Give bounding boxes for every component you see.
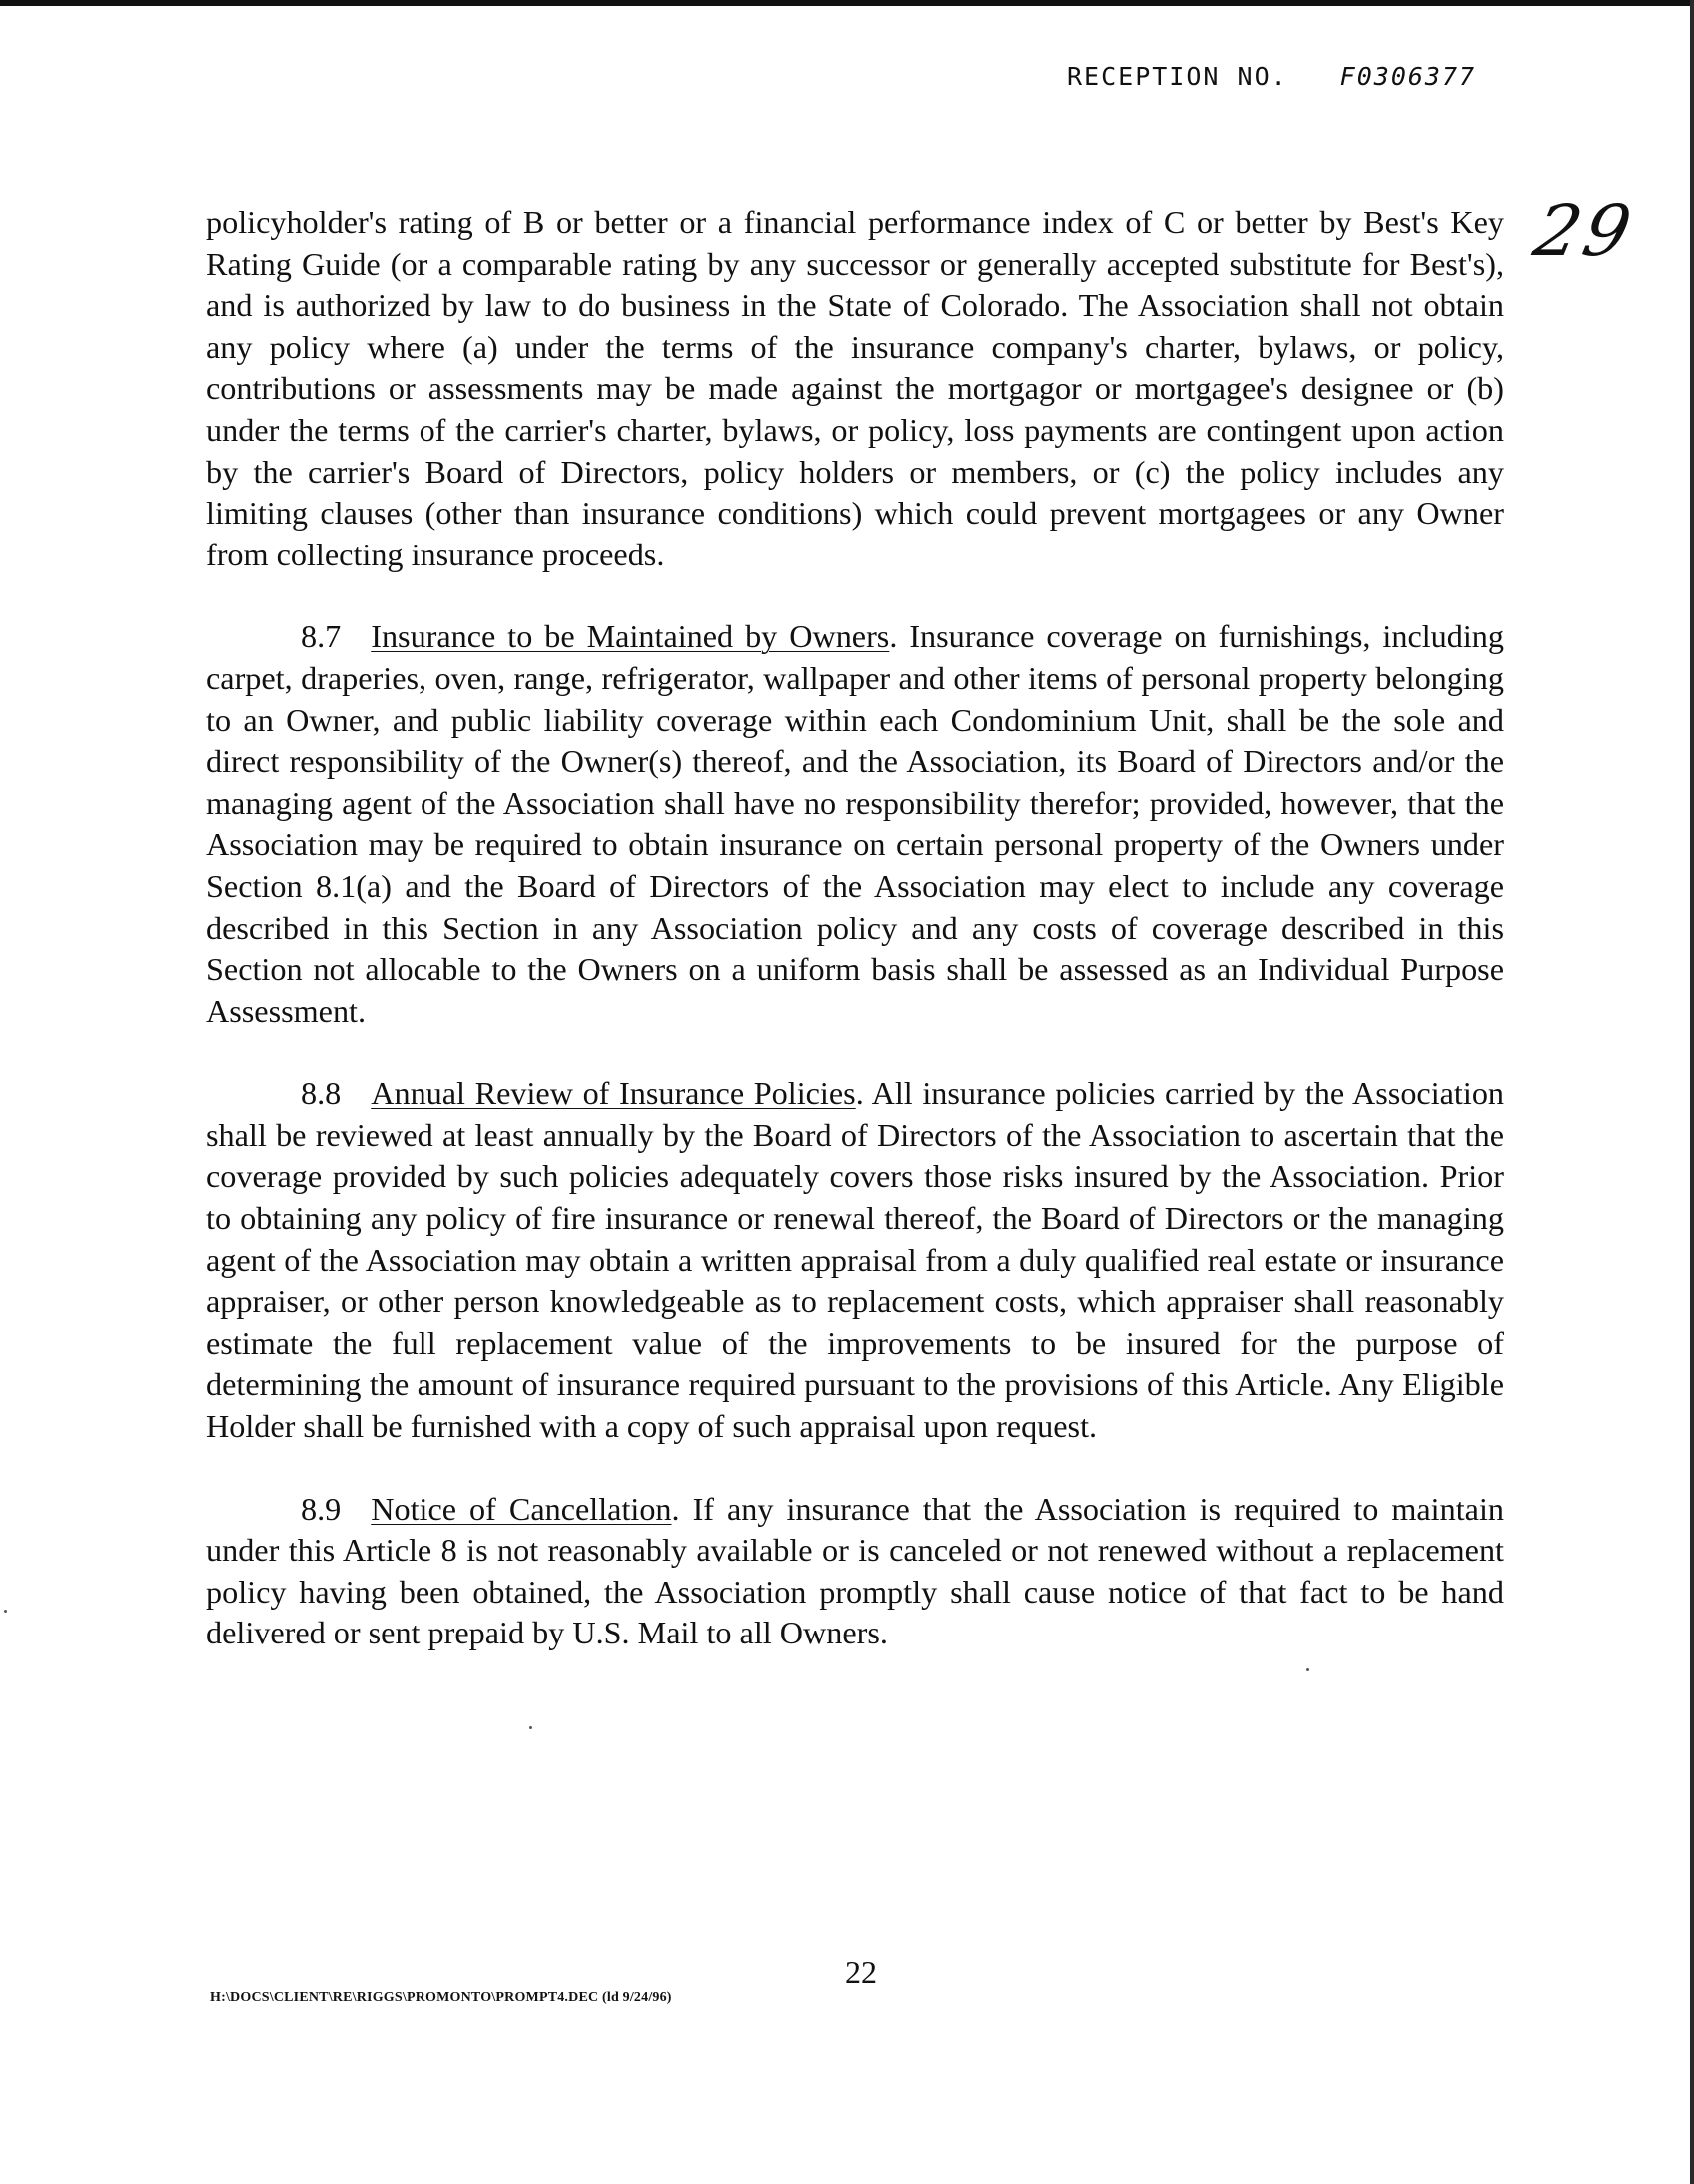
section-8-8 [206,1073,1504,1447]
section-heading: Annual Review of Insurance Policies [371,1075,856,1112]
reception-stamp [1067,62,1476,91]
reception-label: RECEPTION NO. [1067,62,1288,91]
reception-number: F0306377 [1339,62,1477,91]
section-body: . Insurance coverage on furnishings, including carpet, draperies, oven, range, refrigerator, wallpaper and other items of personal property belonging to an Owner, and public liability coverage within each Condominium Unit, shall be the sole and direct responsibility of the Owner(s) thereof, and the Association, its Board of Directors and/or the managing agent of the Association shall have no responsibility therefor; provided, however, that the Association may be required to obtain insurance on certain personal property of the Owners under Section 8.1(a) and the Board of Directors of the Association may elect to include any coverage described in this Section in any Association policy and any costs of coverage described in this Section not allocable to the Owners on a uniform basis shall be assessed as an Individual Purpose Assessment. [206,618,1504,1029]
section-number: 8.9 [301,1490,342,1527]
handwritten-page-note: 29 [1527,190,1642,272]
footer-file-path: H:\DOCS\CLIENT\RE\RIGGS\PROMONTO\PROMPT4.DEC (ld 9/24/96) [210,1990,672,2005]
document-body [206,202,1504,1654]
section-8-7 [206,616,1504,1032]
scan-right-edge [1690,0,1694,2184]
page-number: 22 [845,1954,877,1990]
section-8-9 [206,1489,1504,1654]
section-body: . All insurance policies carried by the Association shall be reviewed at least annually by the Board of Directors of the Association to ascertain that the coverage provided by such policies adequately covers those risks insured by the Association. Prior to obtaining any policy of fire insurance or renewal thereof, the Board of Directors or the managing agent of the Association may obtain a written appraisal from a duly qualified real estate or insurance appraiser, or other person knowledgeable as to replacement costs, which appraiser shall reasonably estimate the full replacement value of the improvements to be insured for the purpose of determining the amount of insurance required pursuant to the provisions of this Article. Any Eligible Holder shall be furnished with a copy of such appraisal upon request. [206,1075,1505,1445]
scan-speck [4,1610,7,1613]
scan-speck [1306,1668,1309,1671]
paragraph-continuation: policyholder's rating of B or better or a financial performance index of C or better by Best's Key Rating Guide (or a comparable rating by any successor or generally accepted substitute for Best's), and is authorized by law to do business in the State of Colorado. The Association shall not obtain any policy where (a) under the terms of the insurance company's charter, bylaws, or policy, contributions or assessments may be made against the mortgagor or mortgagee's designee or (b) under the terms of the carrier's charter, bylaws, or policy, loss payments are contingent upon action by the carrier's Board of Directors, policy holders or members, or (c) the policy includes any limiting clauses (other than insurance conditions) which could prevent mortgagees or any Owner from collecting insurance proceeds. [206,204,1504,572]
section-number: 8.8 [301,1075,342,1112]
scan-top-edge [0,0,1694,6]
scan-speck [529,1726,532,1729]
section-heading: Notice of Cancellation [371,1490,672,1527]
section-heading: Insurance to be Maintained by Owners [371,618,890,655]
section-number: 8.7 [301,618,342,655]
section-body: . If any insurance that the Association is required to maintain under this Article 8 is not reasonably available or is canceled or not renewed without a replacement policy having been obtained, the Association promptly shall cause notice of that fact to be hand delivered or sent prepaid by U.S. Mail to all Owners. [206,1490,1504,1651]
